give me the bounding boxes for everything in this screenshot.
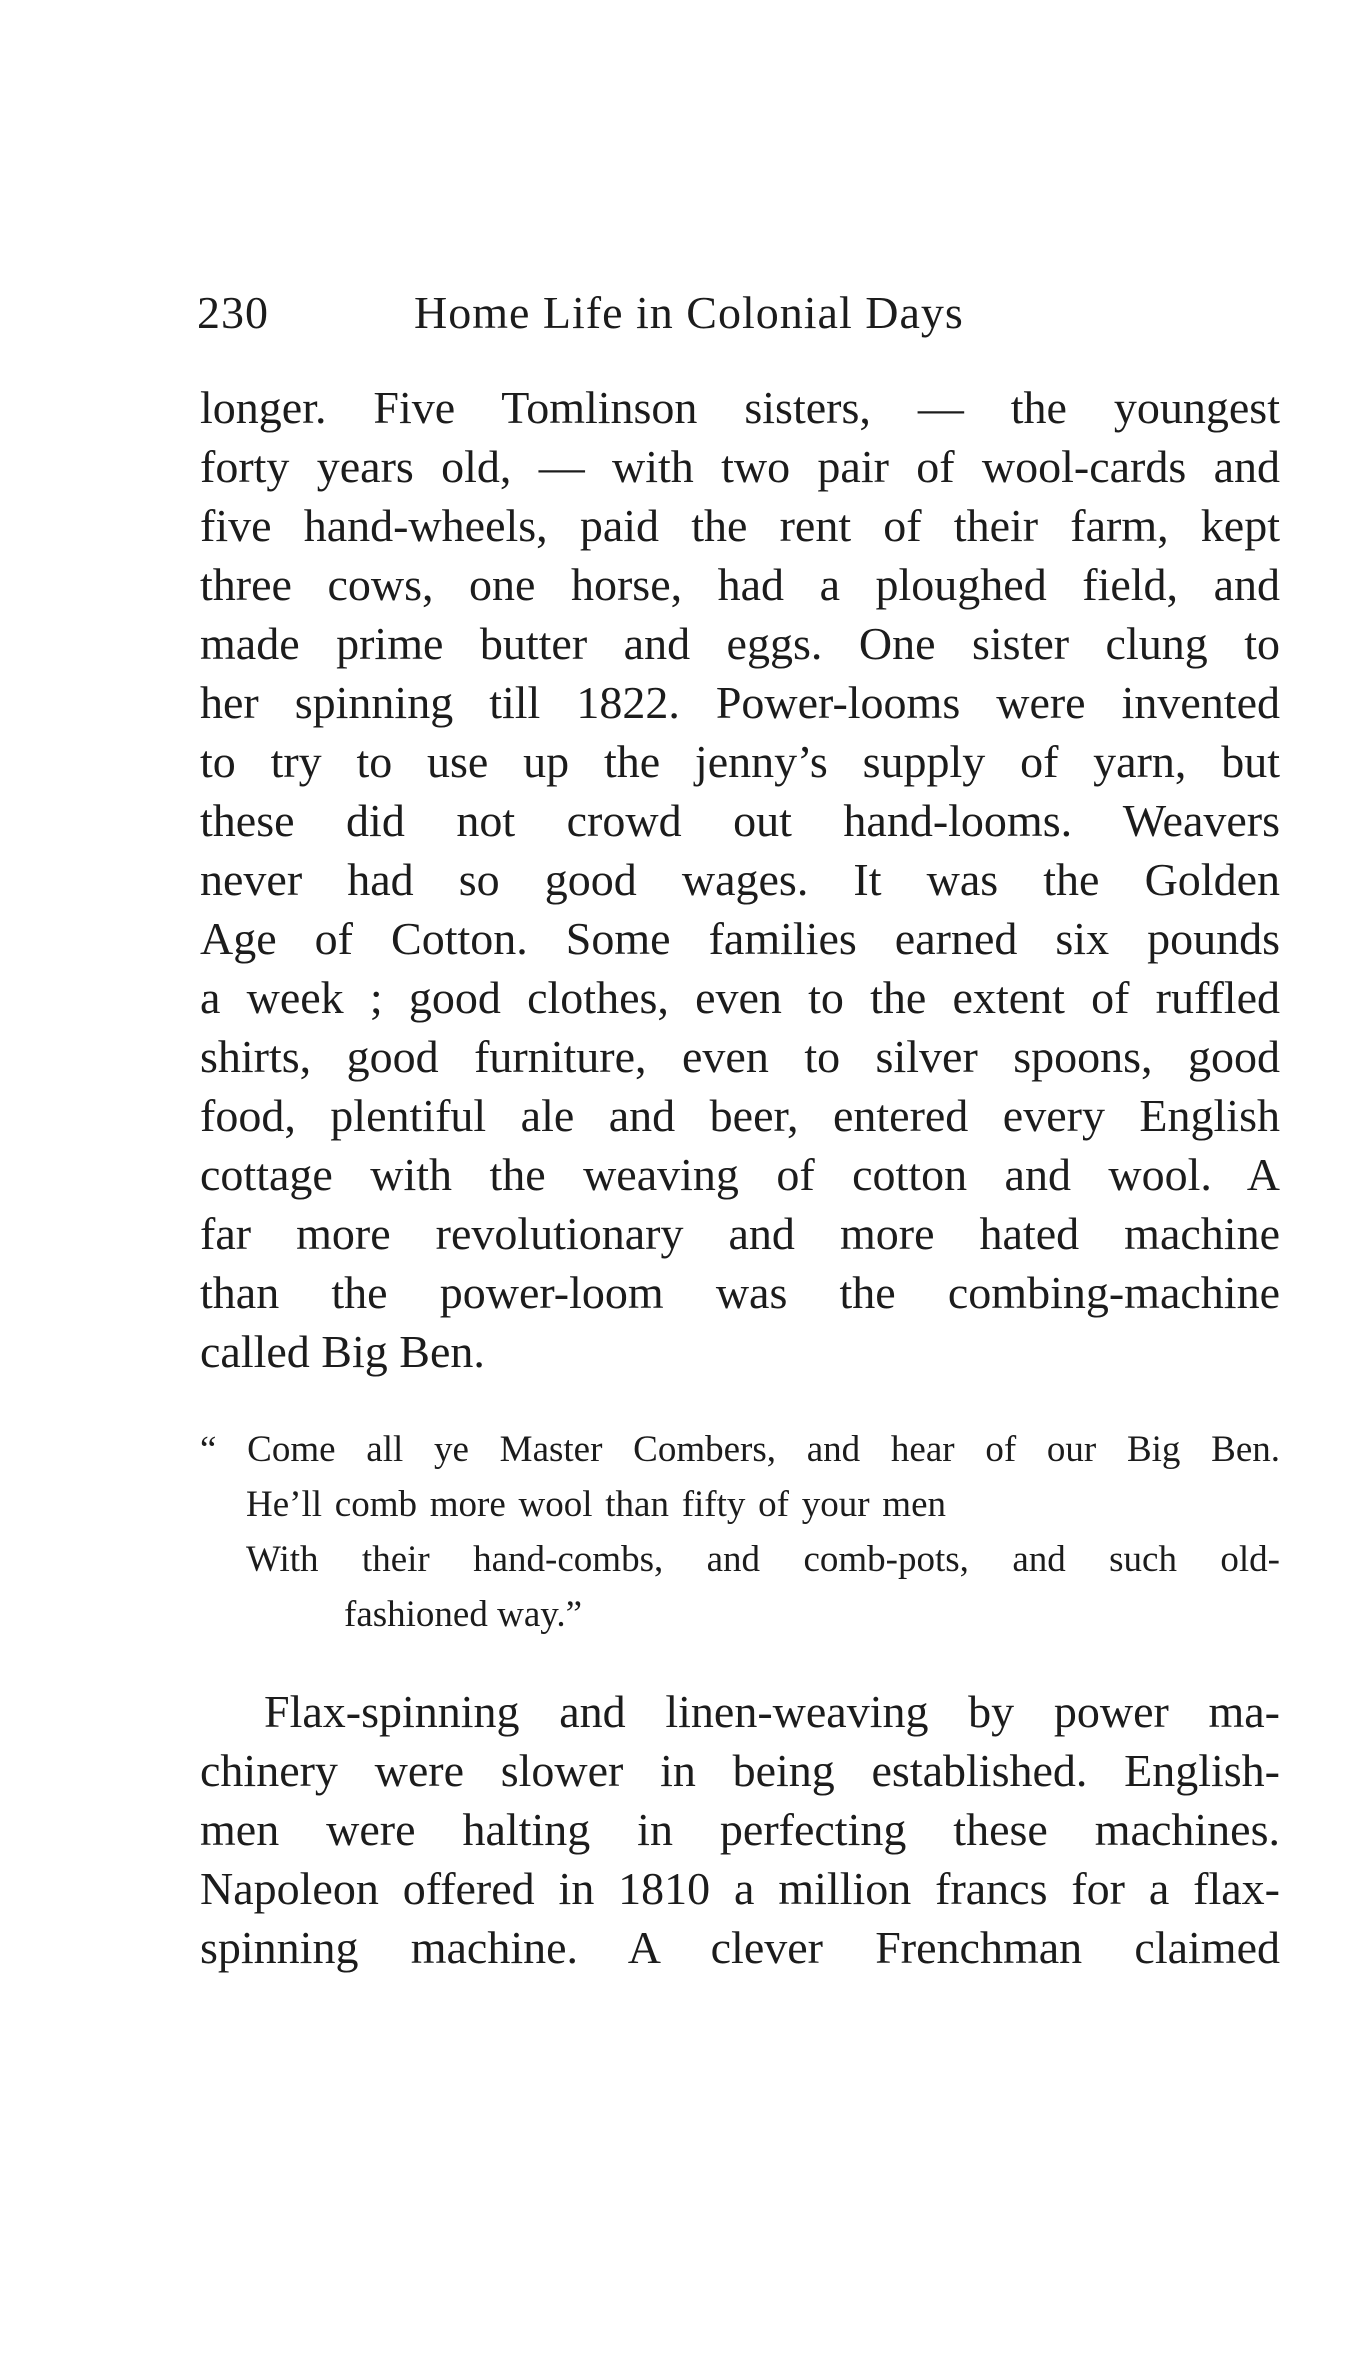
text-line: three cows, one horse, had a ploughed field, and — [200, 559, 1280, 610]
text-line: far more revolutionary and more hated machine — [200, 1208, 1280, 1259]
verse-line: He’ll comb more wool than fifty of your men — [246, 1484, 946, 1525]
verse-line: “ Come all ye Master Combers, and hear of our Big Ben. — [200, 1429, 1280, 1470]
book-title: Home Life in Colonial Days — [414, 287, 964, 338]
page-number: 230 — [197, 287, 269, 338]
text-line: five hand-wheels, paid the rent of their farm, kept — [200, 500, 1280, 551]
text-line: food, plentiful ale and beer, entered every English — [200, 1090, 1280, 1141]
text-line: Age of Cotton. Some families earned six pounds — [200, 913, 1280, 964]
text-line: spinning machine. A clever Frenchman claimed — [200, 1922, 1280, 1973]
text-line: a week ; good clothes, even to the extent of ruffled — [200, 972, 1280, 1023]
text-line: made prime butter and eggs. One sister clung to — [200, 618, 1280, 669]
text-line: longer. Five Tomlinson sisters, — the youngest — [200, 382, 1280, 433]
text-line: to try to use up the jenny’s supply of yarn, but — [200, 736, 1280, 787]
text-line: Napoleon offered in 1810 a million francs for a flax- — [200, 1863, 1280, 1914]
verse-line: fashioned way.” — [344, 1594, 583, 1635]
text-line: men were halting in perfecting these machines. — [200, 1804, 1280, 1855]
paragraph-1 — [200, 378, 1280, 1381]
text-line: her spinning till 1822. Power-looms were invented — [200, 677, 1280, 728]
running-head — [197, 283, 1277, 343]
text-line: than the power-loom was the combing-machine — [200, 1267, 1280, 1318]
text-line: Flax-spinning and linen-weaving by power ma- — [264, 1686, 1280, 1737]
text-line: shirts, good furniture, even to silver spoons, good — [200, 1031, 1280, 1082]
verse-line: With their hand-combs, and comb-pots, and such old- — [246, 1539, 1280, 1580]
paragraph-2 — [200, 1682, 1280, 1977]
text-line: these did not crowd out hand-looms. Weavers — [200, 795, 1280, 846]
text-line: forty years old, — with two pair of wool-cards and — [200, 441, 1280, 492]
verse-quotation — [200, 1422, 1280, 1642]
text-line: never had so good wages. It was the Golden — [200, 854, 1280, 905]
text-line: called Big Ben. — [200, 1326, 485, 1377]
text-line: cottage with the weaving of cotton and wool. A — [200, 1149, 1280, 1200]
text-line: chinery were slower in being established. English- — [200, 1745, 1280, 1796]
